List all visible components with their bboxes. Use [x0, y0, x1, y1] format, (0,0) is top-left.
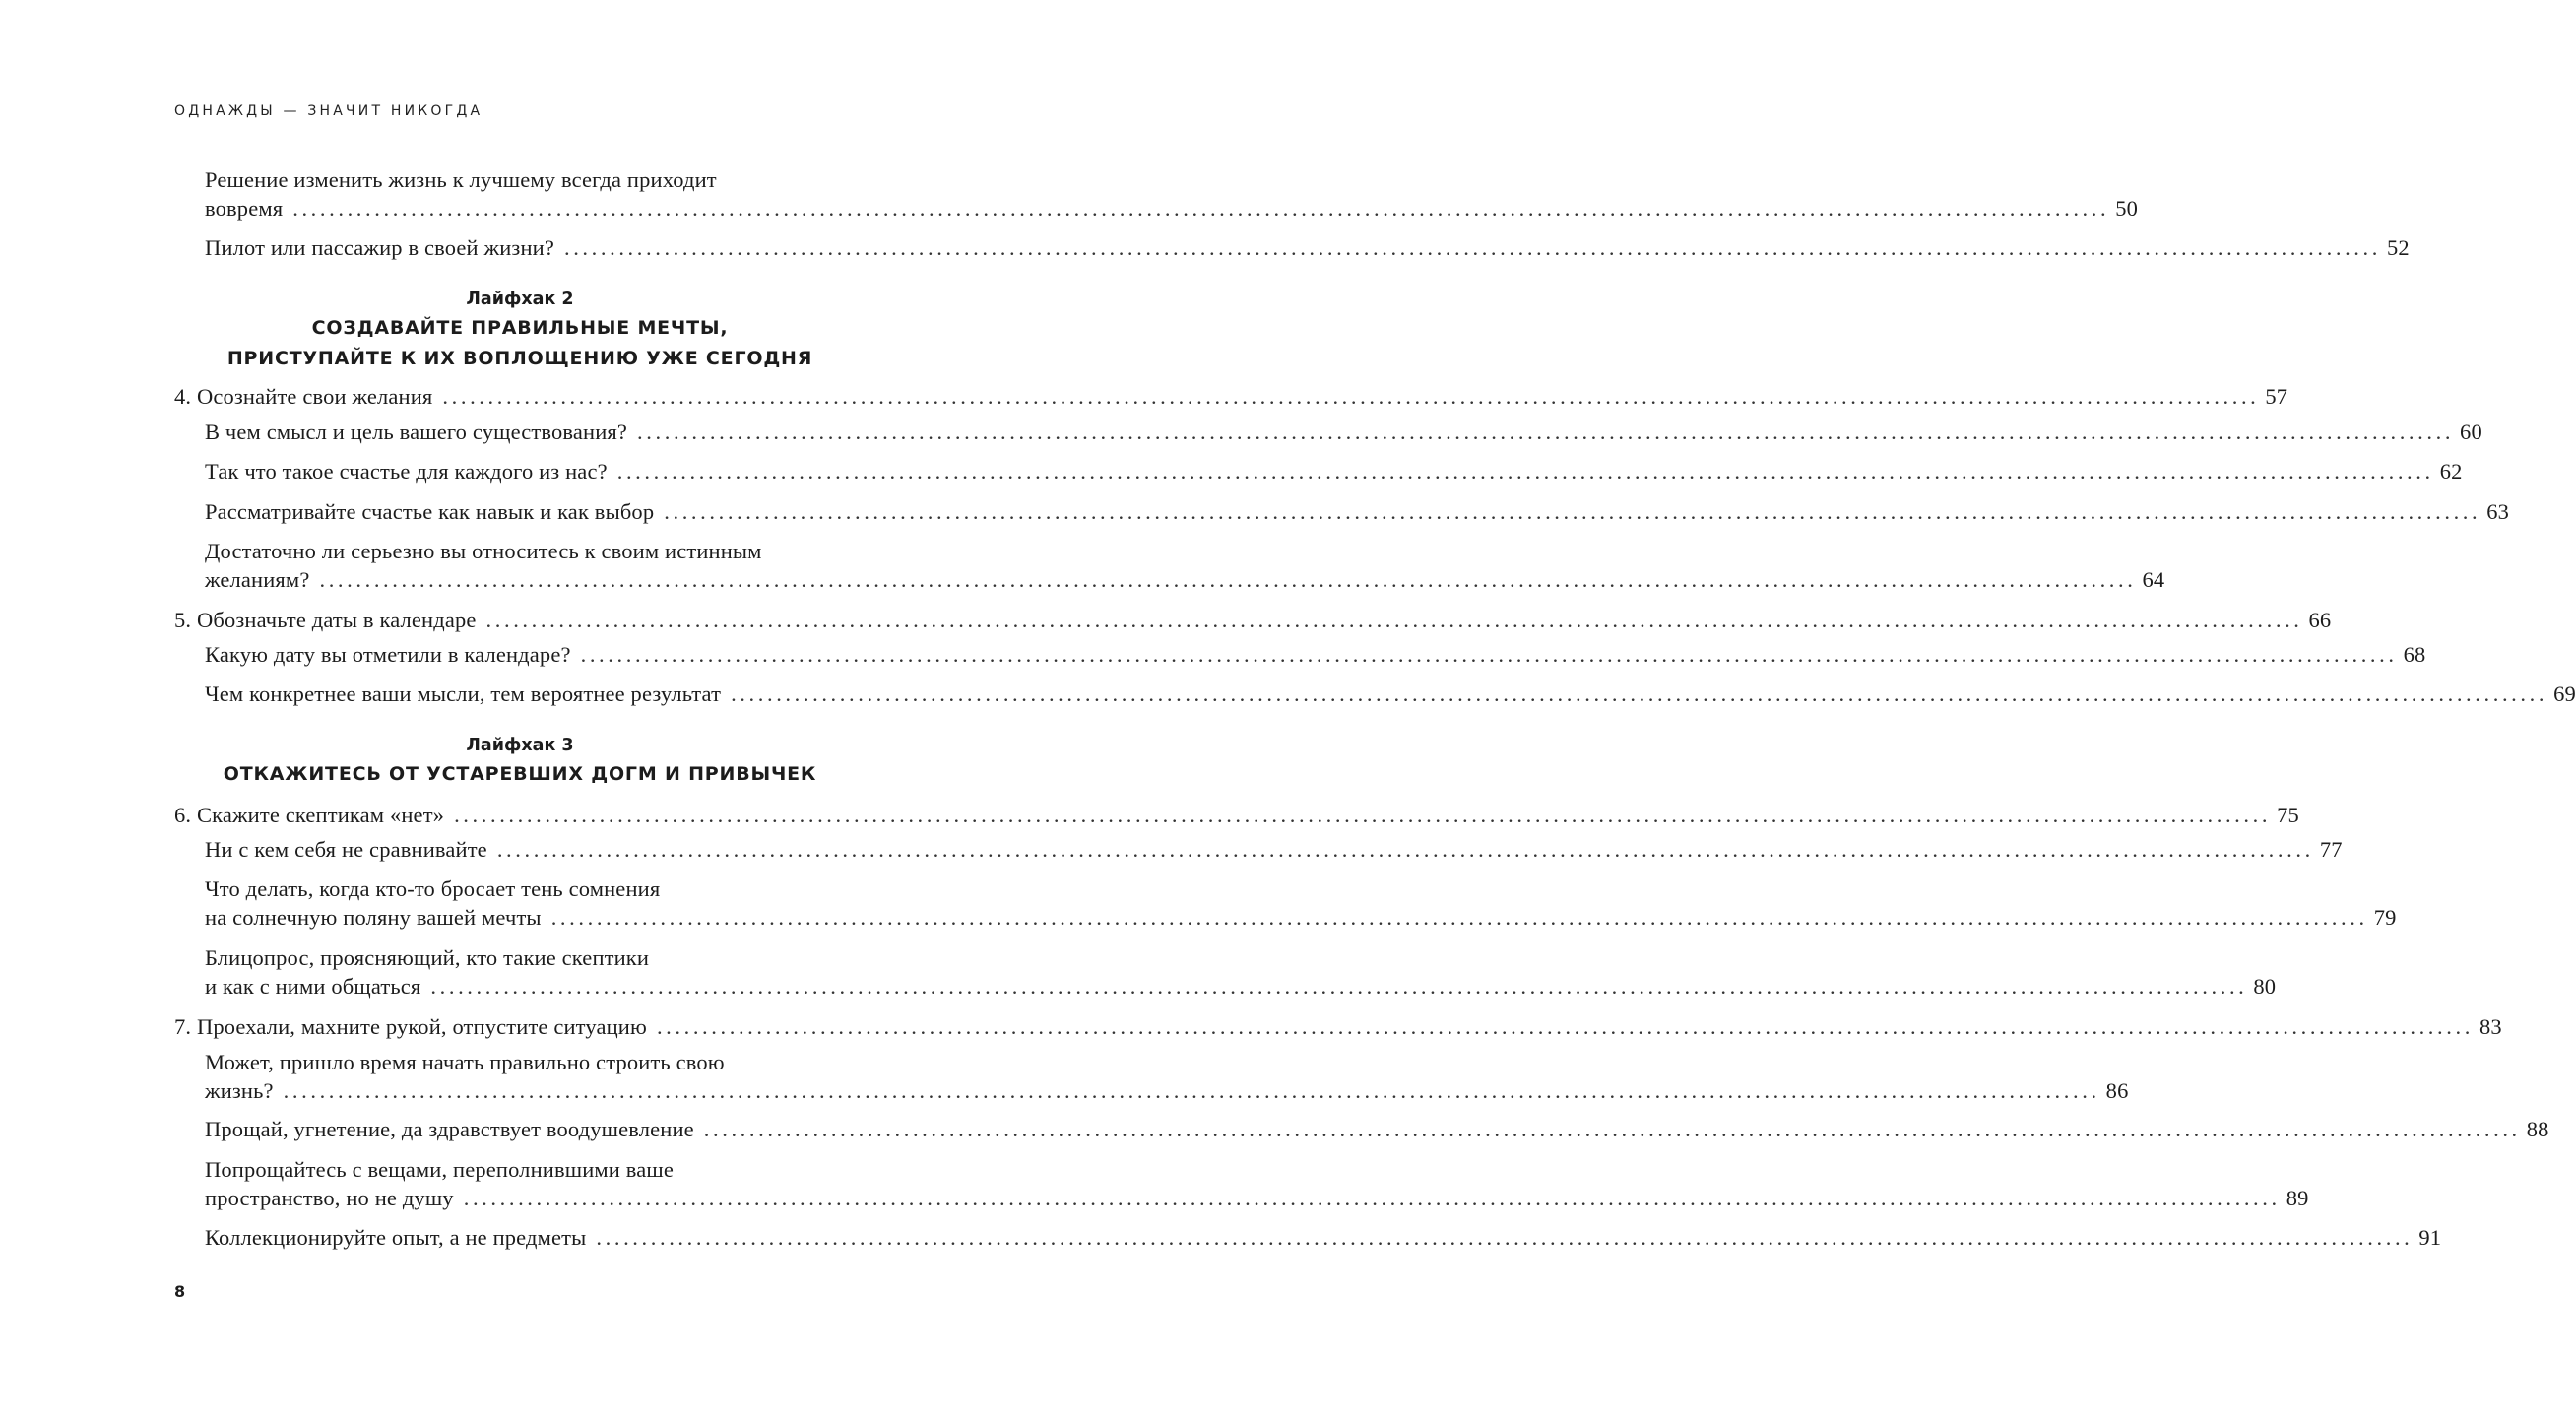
- toc-chapter-title: 5. Обозначьте даты в календаре: [174, 608, 477, 632]
- dot-leader: ........................................................................................................................................................................................................: [637, 420, 2455, 444]
- dot-leader: ........................................................................................................................................................................................................: [430, 974, 2248, 999]
- toc-entry[interactable]: [205, 537, 2165, 594]
- toc-entry-title: Так что такое счастье для каждого из нас?: [205, 459, 608, 484]
- toc-entry-title: Решение изменить жизнь к лучшему всегда приходит: [205, 167, 717, 192]
- toc-entry-title: Блицопрос, проясняющий, кто такие скептики: [205, 945, 650, 970]
- toc-entry-title: Какую дату вы отметили в календаре?: [205, 642, 571, 667]
- dot-leader: ........................................................................................................................................................................................................: [319, 567, 2137, 592]
- toc-page-number: 91: [2418, 1225, 2442, 1250]
- toc-entry[interactable]: [205, 943, 2277, 1001]
- toc-entry-title: Чем конкретнее ваши мысли, тем вероятнее результат: [205, 681, 722, 706]
- dot-leader: ........................................................................................................................................................................................................: [664, 499, 2481, 524]
- toc-entry[interactable]: [205, 233, 2410, 262]
- toc-entry[interactable]: [205, 165, 2139, 223]
- toc-entry-title: Пилот или пассажир в своей жизни?: [205, 235, 554, 260]
- toc-entry-title: Ни с кем себя не сравнивайте: [205, 837, 487, 862]
- toc-entry[interactable]: [205, 1048, 2129, 1105]
- toc-page-number: 60: [2460, 420, 2482, 444]
- toc-page-number: 62: [2439, 459, 2463, 484]
- toc-entry-title: вовремя: [205, 196, 284, 221]
- dot-leader: ........................................................................................................................................................................................................: [485, 608, 2303, 632]
- toc-chapter[interactable]: [174, 606, 2332, 634]
- dot-leader: ........................................................................................................................................................................................................: [703, 1117, 2521, 1141]
- toc-entry[interactable]: [205, 1223, 2442, 1252]
- toc-page-number: 57: [2265, 384, 2288, 409]
- toc-page-number: 83: [2479, 1014, 2502, 1039]
- part-label: Лайфхак 2: [466, 290, 574, 309]
- toc-entry-title: жизнь?: [205, 1078, 274, 1103]
- running-head: ОДНАЖДЫ — ЗНАЧИТ НИКОГДА: [174, 103, 483, 119]
- toc-entry[interactable]: [205, 497, 2510, 526]
- toc-entry-title: Может, пришло время начать правильно строить свою: [205, 1050, 725, 1074]
- toc-entry[interactable]: [205, 418, 2482, 446]
- toc-page-number: 69: [2553, 681, 2576, 706]
- toc-entry[interactable]: [205, 874, 2397, 932]
- dot-leader: ........................................................................................................................................................................................................: [463, 1186, 2281, 1210]
- dot-leader: ........................................................................................................................................................................................................: [454, 803, 2272, 827]
- toc-entry-title: Что делать, когда кто-то бросает тень сомнения: [205, 876, 661, 901]
- dot-leader: ........................................................................................................................................................................................................: [442, 384, 2260, 409]
- toc-page-number: 63: [2486, 499, 2510, 524]
- dot-leader: ........................................................................................................................................................................................................: [731, 681, 2548, 706]
- toc-page-number: 66: [2308, 608, 2332, 632]
- toc-entry[interactable]: [205, 640, 2426, 669]
- toc-page-number: 52: [2386, 235, 2410, 260]
- toc-page-number: 79: [2373, 905, 2397, 930]
- toc-page-number: 75: [2277, 803, 2299, 827]
- toc-entry-title: желаниям?: [205, 567, 310, 592]
- toc-entry-title: В чем смысл и цель вашего существования?: [205, 420, 628, 444]
- part-title: ОТКАЖИТЕСЬ ОТ УСТАРЕВШИХ ДОГМ И ПРИВЫЧЕК: [223, 763, 817, 785]
- toc-chapter[interactable]: [174, 1012, 2502, 1041]
- dot-leader: ........................................................................................................................................................................................................: [283, 1078, 2100, 1103]
- toc-entry[interactable]: [205, 1115, 2549, 1143]
- toc-page-number: 89: [2286, 1186, 2309, 1210]
- toc-chapter-title: 4. Осознайте свои желания: [174, 384, 433, 409]
- dot-leader: ........................................................................................................................................................................................................: [496, 837, 2314, 862]
- dot-leader: ........................................................................................................................................................................................................: [550, 905, 2368, 930]
- toc-entry-title: и как с ними общаться: [205, 974, 421, 999]
- dot-leader: ........................................................................................................................................................................................................: [616, 459, 2434, 484]
- toc-chapter[interactable]: [174, 801, 2299, 829]
- part-heading-lifehack-2: [174, 286, 866, 374]
- toc-entry-title: на солнечную поляну вашей мечты: [205, 905, 542, 930]
- toc-page-number: 86: [2105, 1078, 2129, 1103]
- toc-entry-title: Достаточно ли серьезно вы относитесь к своим истинным: [205, 539, 762, 563]
- part-label: Лайфхак 3: [466, 736, 574, 755]
- toc-entry-title: Коллекционируйте опыт, а не предметы: [205, 1225, 587, 1250]
- toc-page-number: 64: [2142, 567, 2165, 592]
- part-title: СОЗДАВАЙТЕ ПРАВИЛЬНЫЕ МЕЧТЫ,: [311, 317, 729, 339]
- dot-leader: ........................................................................................................................................................................................................: [596, 1225, 2414, 1250]
- toc-entry[interactable]: [205, 835, 2343, 864]
- dot-leader: ........................................................................................................................................................................................................: [292, 196, 2110, 221]
- toc-entry-title: Попрощайтесь с вещами, переполнившими ваше: [205, 1157, 674, 1182]
- part-heading-lifehack-3: [174, 732, 866, 790]
- dot-leader: ........................................................................................................................................................................................................: [563, 235, 2381, 260]
- toc-entry-title: пространство, но не душу: [205, 1186, 454, 1210]
- toc-chapter[interactable]: [174, 382, 2288, 411]
- page-number: 8: [174, 1282, 186, 1301]
- toc-chapter-title: 6. Скажите скептикам «нет»: [174, 803, 445, 827]
- toc-page-number: 80: [2253, 974, 2277, 999]
- toc-entry[interactable]: [205, 1155, 2309, 1212]
- toc-page-number: 88: [2526, 1117, 2549, 1141]
- dot-leader: ........................................................................................................................................................................................................: [580, 642, 2398, 667]
- toc-page-number: 50: [2115, 196, 2139, 221]
- toc-entry[interactable]: [205, 457, 2463, 486]
- toc-entry[interactable]: [205, 680, 2576, 708]
- toc-entry-title: Рассматривайте счастье как навык и как выбор: [205, 499, 655, 524]
- dot-leader: ........................................................................................................................................................................................................: [656, 1014, 2474, 1039]
- toc-chapter-title: 7. Проехали, махните рукой, отпустите ситуацию: [174, 1014, 647, 1039]
- toc-page-number: 68: [2403, 642, 2426, 667]
- toc-page-number: 77: [2319, 837, 2343, 862]
- toc-entry-title: Прощай, угнетение, да здравствует воодушевление: [205, 1117, 694, 1141]
- part-title: ПРИСТУПАЙТЕ К ИХ ВОПЛОЩЕНИЮ УЖЕ СЕГОДНЯ: [226, 348, 813, 369]
